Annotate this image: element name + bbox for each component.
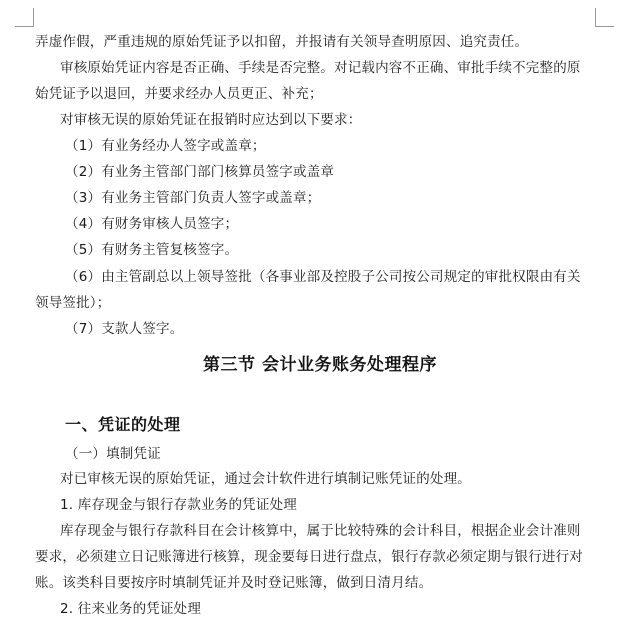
numbered-subheading: 2. 往来业务的凭证处理 bbox=[60, 601, 202, 617]
list-item: （7）支款人签字。 bbox=[65, 321, 184, 337]
list-item: （1）有业务经办人签字或盖章； bbox=[65, 138, 266, 154]
list-item: （5）有财务主管复核签字。 bbox=[65, 242, 239, 258]
page-corner-mark-top-left bbox=[15, 8, 34, 27]
numbered-subheading: 1. 库存现金与银行存款业务的凭证处理 bbox=[60, 497, 297, 513]
paragraph-line: 对审核无误的原始凭证在报销时应达到以下要求： bbox=[60, 112, 362, 128]
subheading: （一）填制凭证 bbox=[65, 446, 161, 462]
list-item: （6）由主管副总以上领导签批（各事业部及控股子公司按公司规定的审批权限由有关 bbox=[65, 269, 581, 285]
heading-level-1: 一、凭证的处理 bbox=[65, 415, 181, 434]
list-item: （3）有业务主管部门负责人签字或盖章； bbox=[65, 190, 321, 206]
paragraph-line: 审核原始凭证内容是否正确、手续是否完整。对记载内容不正确、审批手续不完整的原 bbox=[60, 60, 581, 76]
paragraph-line: 弄虚作假，严重违规的原始凭证予以扣留，并报请有关领导查明原因、追究责任。 bbox=[35, 34, 529, 50]
paragraph-line: 始凭证予以退回，并要求经办人员更正、补充； bbox=[35, 86, 323, 102]
paragraph-line: 要求，必须建立日记账簿进行核算，现金要每日进行盘点，银行存款必须定期与银行进行对 bbox=[35, 549, 583, 565]
paragraph-line: 库存现金与银行存款科目在会计核算中，属于比较特殊的会计科目，根据企业会计准则 bbox=[60, 523, 581, 539]
list-item-continuation: 领导签批）； bbox=[35, 295, 111, 311]
page-corner-mark-top-right bbox=[595, 8, 614, 27]
paragraph-line: 账。该类科目要按序时填制凭证并及时登记账簿，做到日清月结。 bbox=[35, 575, 433, 591]
paragraph-line: 对已审核无误的原始凭证，通过会计软件进行填制记账凭证的处理。 bbox=[60, 471, 471, 487]
list-item: （4）有财务审核人员签字； bbox=[65, 216, 239, 232]
list-item: （2）有业务主管部门部门核算员签字或盖章 bbox=[65, 164, 335, 180]
section-title: 第三节 会计业务账务处理程序 bbox=[203, 355, 437, 375]
